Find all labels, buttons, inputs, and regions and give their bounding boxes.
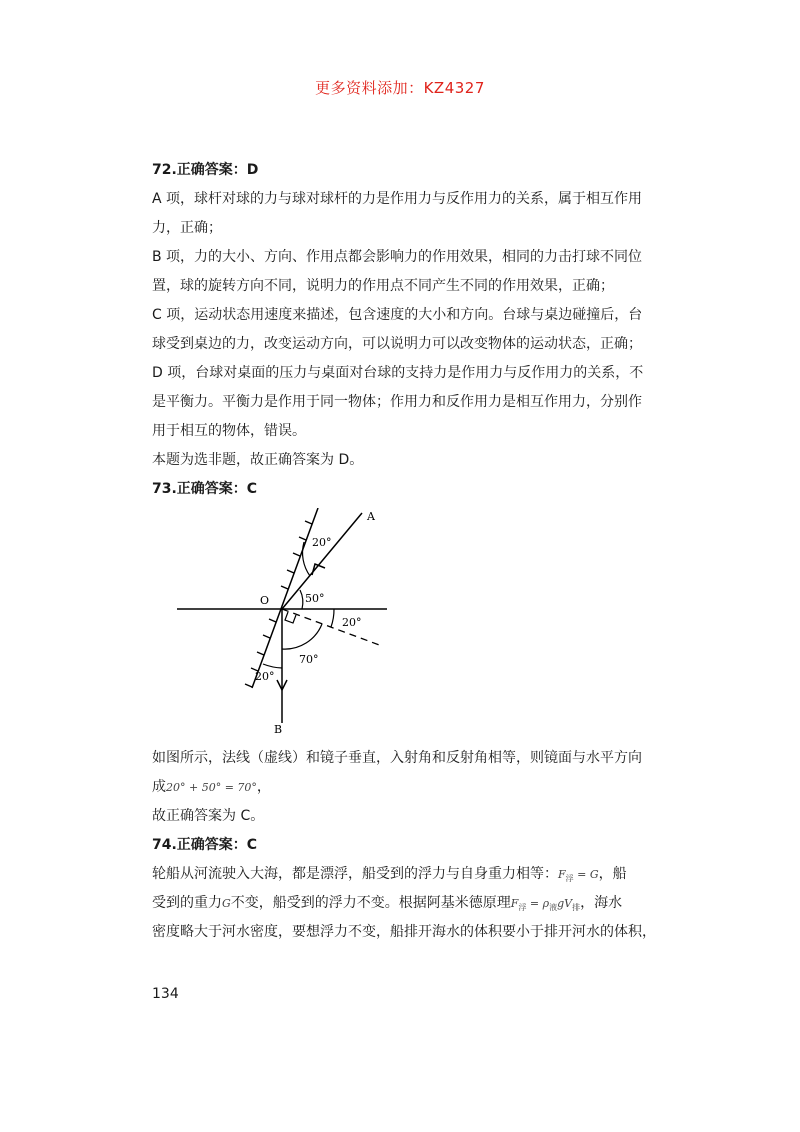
angle-label-right: 20°	[342, 616, 362, 629]
q74-line: 密度略大于河水密度，要想浮力不变，船排开海水的体积要小于排开河水的体积，	[152, 924, 656, 940]
page-number: 134	[152, 986, 179, 1002]
label-A: A	[367, 510, 375, 523]
q72-line: D 项，台球对桌面的压力与桌面对台球的支持力是作用力与反作用力的关系，不	[152, 365, 644, 381]
incident-ray-arrow	[312, 564, 325, 575]
q72-line: C 项，运动状态用速度来描述，包含速度的大小和方向。台球与桌边碰撞后，台	[152, 307, 643, 323]
angle-arc-70	[282, 624, 322, 649]
q73-equation: 20° + 50° = 70°	[166, 781, 257, 794]
q72-explanation	[152, 185, 652, 475]
archimedes-formula: $F_浮 = \rho_液gV_排$	[510, 897, 581, 913]
q72-line: A 项，球杆对球的力与球对球杆的力是作用力与反作用力的关系，属于相互作用	[152, 191, 643, 207]
q72-line: 本题为选非题，故正确答案为 D。	[152, 452, 364, 468]
angle-arc-50	[300, 590, 303, 609]
q72-line: 置，球的旋转方向不同，说明力的作用点不同产生不同的作用效果，正确；	[152, 278, 614, 294]
q73-explanation-line: 如图所示，法线（虚线）和镜子垂直，入射角和反射角相等，则镜面与水平方向	[152, 750, 642, 766]
q72-line: 球受到桌边的力，改变运动方向，可以说明力可以改变物体的运动状态，正确；	[152, 336, 642, 352]
q73-text: ，	[256, 779, 271, 795]
angle-arc-bottom	[263, 664, 282, 668]
q73-explanation-line	[152, 773, 652, 802]
q72-line: 用于相互的物体，错误。	[152, 423, 306, 439]
gravity-symbol: G	[222, 897, 231, 910]
label-O: O	[260, 594, 270, 607]
q74-text: 不变，船受到的浮力不变。根据阿基米德原理	[230, 895, 511, 911]
q74-line	[152, 860, 652, 889]
angle-arc-right	[331, 609, 334, 627]
answer-content	[152, 156, 656, 947]
q72-line: 是平衡力。平衡力是作用于同一物体；作用力和反作用力是相互作用力，分别作	[152, 394, 642, 410]
q74-text: 轮船从河流驶入大海，都是漂浮，船受到的浮力与自身重力相等：	[152, 866, 558, 882]
q74-line	[152, 889, 652, 918]
angle-label-top: 20°	[312, 536, 332, 549]
q72-line: 力，正确；	[152, 220, 222, 236]
q74-heading: 74.正确答案：C	[152, 837, 258, 853]
q74-text: 受到的重力	[152, 895, 222, 911]
angle-label-70: 70°	[299, 653, 319, 666]
q73-text: 成	[152, 779, 166, 795]
label-B: B	[274, 723, 283, 736]
angle-label-50: 50°	[305, 592, 325, 605]
q74-text: ，船	[598, 866, 627, 882]
buoyancy-equals-gravity-formula: $F_浮 = G$	[558, 868, 599, 884]
q72-heading: 72.正确答案：D	[152, 162, 259, 178]
mirror-reflection-diagram	[162, 508, 402, 738]
angle-label-bottom: 20°	[255, 670, 275, 683]
watermark-contact: 更多资料添加：KZ4327	[315, 79, 485, 97]
q72-line: B 项，力的大小、方向、作用点都会影响力的作用效果，相同的力击打球不同位	[152, 249, 643, 265]
q73-conclusion: 故正确答案为 C。	[152, 808, 265, 824]
normal-line	[282, 609, 382, 646]
q73-heading: 73.正确答案：C	[152, 481, 258, 497]
q74-text: ，海水	[580, 895, 623, 911]
